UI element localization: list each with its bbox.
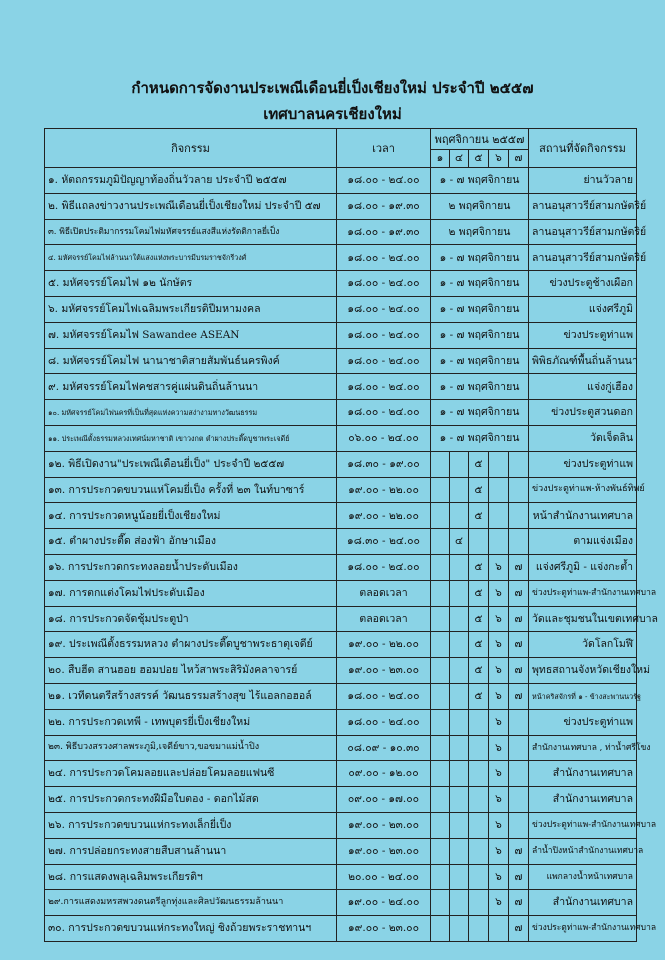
- day-cell: ๕: [469, 606, 489, 632]
- schedule-table: [44, 128, 658, 942]
- table-row: [45, 425, 637, 451]
- day-cell: [509, 761, 529, 787]
- day-cell: ๖: [489, 761, 509, 787]
- activity-cell: ๑๖. การประกวดกระทงลอยน้ำประดับเมือง: [45, 554, 337, 580]
- time-cell: ๑๘.๐๐ - ๒๔.๐๐: [337, 374, 431, 400]
- time-cell: ๑๘.๐๐ - ๑๙.๓๐: [337, 193, 431, 219]
- time-cell: ๑๙.๐๐ - ๒๓.๐๐: [337, 658, 431, 684]
- day-cell: [450, 735, 469, 761]
- venue-cell: ลานอนุสาวรีย์สามกษัตริย์: [529, 245, 637, 271]
- header-activity: กิจกรรม: [45, 129, 337, 168]
- table-row: [45, 245, 637, 271]
- day-cell: [431, 916, 450, 942]
- day-cell: [469, 761, 489, 787]
- activity-cell: ๑๙. ประเพณีตั้งธรรมหลวง ตำผางประตี๊ดบูชาพระธาตุเจดีย์: [45, 632, 337, 658]
- time-cell: ๑๘.๓๐ - ๒๔.๐๐: [337, 529, 431, 555]
- time-cell: ๑๘.๐๐ - ๒๔.๐๐: [337, 554, 431, 580]
- time-cell: ๑๙.๐๐ - ๒๓.๐๐: [337, 812, 431, 838]
- venue-cell: ลานอนุสาวรีย์สามกษัตริย์: [529, 219, 637, 245]
- venue-cell: ข่วงประตูสวนดอก: [529, 400, 637, 426]
- day-cell: [431, 709, 450, 735]
- day-cell: [509, 451, 529, 477]
- activity-cell: ๒๗. การปล่อยกระทงสายสืบสานล้านนา: [45, 838, 337, 864]
- activity-cell: ๒๐. สืบฮีต สานฮอย ฮอมปอย ไหว้สาพระสิริมังคลาจารย์: [45, 658, 337, 684]
- time-cell: ๑๘.๐๐ - ๒๔.๐๐: [337, 271, 431, 297]
- date-span-cell: ๑ - ๗ พฤศจิกายน: [431, 400, 529, 426]
- time-cell: ๑๘.๐๐ - ๒๔.๐๐: [337, 296, 431, 322]
- day-cell: ๖: [489, 606, 509, 632]
- table-row: [45, 890, 637, 916]
- day-cell: [469, 735, 489, 761]
- venue-cell: สำนักงานเทศบาล: [529, 787, 637, 813]
- table-row: [45, 554, 637, 580]
- activity-cell: ๖. มหัศจรรย์โคมไฟเฉลิมพระเกียรติปีมหามงคล: [45, 296, 337, 322]
- activity-cell: ๒๓. พิธีบวงสรวงศาลพระภูมิ,เจดีย์ขาว,ขอขมาแม่น้ำปิง: [45, 735, 337, 761]
- venue-cell: วัดเจ็ดลิน: [529, 425, 637, 451]
- day-cell: [431, 735, 450, 761]
- activity-cell: ๒๕. การประกวดกระทงฝีมือใบตอง - ดอกไม้สด: [45, 787, 337, 813]
- header-day-6: ๖: [489, 150, 509, 168]
- activity-cell: ๑๔. การประกวดหนูน้อยยี่เป็งเชียงใหม่: [45, 503, 337, 529]
- table-row: [45, 606, 637, 632]
- time-cell: ๑๙.๐๐ - ๒๒.๐๐: [337, 477, 431, 503]
- day-cell: ๖: [489, 838, 509, 864]
- activity-cell: ๑๑. ประเพณีตั้งธรรมหลวงเทศน์มหาชาติ เขาวงกต ตำผางประตี๊ดบูชาพระเจดีย์: [45, 425, 337, 451]
- time-cell: ตลอดเวลา: [337, 580, 431, 606]
- day-cell: [431, 503, 450, 529]
- day-cell: ๕: [469, 683, 489, 709]
- day-cell: [509, 503, 529, 529]
- time-cell: ๑๙.๐๐ - ๒๓.๐๐: [337, 838, 431, 864]
- day-cell: [450, 864, 469, 890]
- table-row: [45, 400, 637, 426]
- venue-cell: ข่วงประตูท่าแพ-สำนักงานเทศบาล: [529, 812, 637, 838]
- activity-cell: ๘. มหัศจรรย์โคมไฟ นานาชาติสายสัมพันธ์นครพิงค์: [45, 348, 337, 374]
- activity-cell: ๒๖. การประกวดขบวนแห่กระทงเล็กยี่เป็ง: [45, 812, 337, 838]
- date-span-cell: ๒ พฤศจิกายน: [431, 219, 529, 245]
- venue-cell: หน้าคริสจักรที่ ๑ - ข้างสะพานนวรัฐ: [529, 683, 637, 709]
- day-cell: [431, 580, 450, 606]
- day-cell: ๕: [469, 580, 489, 606]
- table-row: [45, 503, 637, 529]
- day-cell: [489, 529, 509, 555]
- day-cell: [469, 838, 489, 864]
- venue-cell: ย่านวัวลาย: [529, 168, 637, 194]
- table-row: [45, 632, 637, 658]
- venue-cell: ลานอนุสาวรีย์สามกษัตริย์: [529, 193, 637, 219]
- table-row: [45, 271, 637, 297]
- time-cell: ๑๘.๐๐ - ๒๔.๐๐: [337, 400, 431, 426]
- venue-cell: แพกลางน้ำหน้าเทศบาล: [529, 864, 637, 890]
- activity-cell: ๑๕. ตำผางประตี๊ด ส่องฟ้า อักษาเมือง: [45, 529, 337, 555]
- table-row: [45, 219, 637, 245]
- day-cell: [450, 658, 469, 684]
- day-cell: ๗: [509, 632, 529, 658]
- day-cell: [469, 529, 489, 555]
- venue-cell: ข่วงประตูท่าแพ-สำนักงานเทศบาล: [529, 916, 637, 942]
- date-span-cell: ๒ พฤศจิกายน: [431, 193, 529, 219]
- time-cell: ๒๐.๐๐ - ๒๔.๐๐: [337, 864, 431, 890]
- document-title: กำหนดการจัดงานประเพณีเดือนยี่เป็งเชียงใหม่ ประจำปี ๒๕๕๗: [131, 79, 534, 97]
- day-cell: [450, 451, 469, 477]
- venue-cell: แจ่งกู่เฮือง: [529, 374, 637, 400]
- day-cell: [431, 890, 450, 916]
- day-cell: [469, 864, 489, 890]
- activity-cell: ๑๐. มหัศจรรย์โคมไฟนครที่เป็นที่สุดแห่งความสง่างามทางวัฒนธรรม: [45, 400, 337, 426]
- day-cell: [450, 503, 469, 529]
- venue-cell: ข่วงประตูท่าแพ-สำนักงานเทศบาล: [529, 580, 637, 606]
- day-cell: ๕: [469, 477, 489, 503]
- day-cell: ๕: [469, 632, 489, 658]
- day-cell: [431, 658, 450, 684]
- day-cell: ๖: [489, 735, 509, 761]
- day-cell: [450, 787, 469, 813]
- date-span-cell: ๑ - ๗ พฤศจิกายน: [431, 348, 529, 374]
- day-cell: ๖: [489, 683, 509, 709]
- table-row: [45, 322, 637, 348]
- day-cell: ๖: [489, 864, 509, 890]
- day-cell: [469, 709, 489, 735]
- day-cell: [489, 451, 509, 477]
- activity-cell: ๒๙.การแสดงมหรสพวงดนตรีลูกทุ่งและศิลปวัฒนธรรมล้านนา: [45, 890, 337, 916]
- day-cell: ๕: [469, 451, 489, 477]
- table-row: [45, 709, 637, 735]
- day-cell: ๖: [489, 787, 509, 813]
- date-span-cell: ๑ - ๗ พฤศจิกายน: [431, 374, 529, 400]
- time-cell: ๐๖.๐๐ - ๒๔.๐๐: [337, 425, 431, 451]
- table-row: [45, 296, 637, 322]
- day-cell: [431, 477, 450, 503]
- day-cell: [469, 812, 489, 838]
- venue-cell: ลำน้ำปิงหน้าสำนักงานเทศบาล: [529, 838, 637, 864]
- day-cell: [431, 787, 450, 813]
- day-cell: ๗: [509, 554, 529, 580]
- day-cell: [431, 838, 450, 864]
- day-cell: [509, 787, 529, 813]
- day-cell: ๕: [469, 658, 489, 684]
- time-cell: ๑๘.๐๐ - ๑๙.๓๐: [337, 219, 431, 245]
- date-span-cell: ๑ - ๗ พฤศจิกายน: [431, 271, 529, 297]
- time-cell: ๑๘.๐๐ - ๒๔.๐๐: [337, 245, 431, 271]
- venue-cell: ข่วงประตูท่าแพ: [529, 322, 637, 348]
- venue-cell: ข่วงประตูท่าแพ: [529, 709, 637, 735]
- time-cell: ๑๙.๐๐ - ๒๓.๐๐: [337, 916, 431, 942]
- day-cell: [450, 709, 469, 735]
- day-cell: [431, 554, 450, 580]
- activity-cell: ๒๘. การแสดงพลุเฉลิมพระเกียรติฯ: [45, 864, 337, 890]
- day-cell: ๖: [489, 580, 509, 606]
- activity-cell: ๓๐. การประกวดขบวนแห่กระทงใหญ่ ชิงถ้วยพระราชทานฯ: [45, 916, 337, 942]
- day-cell: [431, 761, 450, 787]
- venue-cell: ข่วงประตูช้างเผือก: [529, 271, 637, 297]
- time-cell: ๑๘.๐๐ - ๒๔.๐๐: [337, 683, 431, 709]
- day-cell: [489, 503, 509, 529]
- day-cell: [450, 477, 469, 503]
- table-row: [45, 838, 637, 864]
- time-cell: ๐๘.๐๙ - ๑๐.๓๐: [337, 735, 431, 761]
- table-row: [45, 193, 637, 219]
- table-row: [45, 168, 637, 194]
- venue-cell: สำนักงานเทศบาล , ท่าน้ำศรีโขง: [529, 735, 637, 761]
- day-cell: [469, 787, 489, 813]
- time-cell: ๑๘.๐๐ - ๒๔.๐๐: [337, 168, 431, 194]
- activity-cell: ๙. มหัศจรรย์โคมไฟคชสารคู่แผ่นดินถิ่นล้านนา: [45, 374, 337, 400]
- day-cell: [450, 890, 469, 916]
- day-cell: ๖: [489, 632, 509, 658]
- day-cell: [431, 451, 450, 477]
- day-cell: [450, 606, 469, 632]
- time-cell: ๑๘.๐๐ - ๒๔.๐๐: [337, 322, 431, 348]
- time-cell: ๐๙.๐๐ - ๑๒.๐๐: [337, 761, 431, 787]
- venue-cell: สำนักงานเทศบาล: [529, 890, 637, 916]
- day-cell: ๕: [469, 554, 489, 580]
- date-span-cell: ๑ - ๗ พฤศจิกายน: [431, 296, 529, 322]
- day-cell: [431, 632, 450, 658]
- day-cell: [509, 812, 529, 838]
- venue-cell: พุทธสถานจังหวัดเชียงใหม่: [529, 658, 637, 684]
- time-cell: ๑๘.๓๐ - ๑๙.๐๐: [337, 451, 431, 477]
- day-cell: [450, 683, 469, 709]
- table-row: [45, 580, 637, 606]
- venue-cell: วัดโลกโมฬี: [529, 632, 637, 658]
- day-cell: ๗: [509, 890, 529, 916]
- table-row: [45, 451, 637, 477]
- day-cell: ๔: [450, 529, 469, 555]
- activity-cell: ๔. มหัศจรรย์โคมไฟล้านนาใต้แสงแห่งพระบารมีบรมราชจักรีวงศ์: [45, 245, 337, 271]
- day-cell: [450, 580, 469, 606]
- date-span-cell: ๑ - ๗ พฤศจิกายน: [431, 322, 529, 348]
- time-cell: ๑๘.๐๐ - ๒๔.๐๐: [337, 348, 431, 374]
- venue-cell: แจ่งศรีภูมิ: [529, 296, 637, 322]
- document-subtitle: เทศบาลนครเชียงใหม่: [263, 105, 402, 123]
- day-cell: ๗: [509, 916, 529, 942]
- activity-cell: ๑๓. การประกวดขบวนแห่โคมยี่เป็ง ครั้งที่ ๒๓ ในท์บาซาร์: [45, 477, 337, 503]
- date-span-cell: ๑ - ๗ พฤศจิกายน: [431, 168, 529, 194]
- day-cell: [431, 606, 450, 632]
- venue-cell: ข่วงประตูท่าแพ-ห้างพันธ์ทิพย์: [529, 477, 637, 503]
- venue-cell: สำนักงานเทศบาล: [529, 761, 637, 787]
- day-cell: [469, 890, 489, 916]
- day-cell: ๗: [509, 838, 529, 864]
- day-cell: ๗: [509, 658, 529, 684]
- day-cell: [431, 529, 450, 555]
- activity-cell: ๑๗. การตกแต่งโคมไฟประดับเมือง: [45, 580, 337, 606]
- table-row: [45, 477, 637, 503]
- header-day-1: ๑: [431, 150, 450, 168]
- table-row: [45, 916, 637, 942]
- table-row: [45, 812, 637, 838]
- table-row: [45, 683, 637, 709]
- activity-cell: ๕. มหัศจรรย์โคมไฟ ๑๒ นักษัตร: [45, 271, 337, 297]
- day-cell: [450, 838, 469, 864]
- day-cell: ๕: [469, 503, 489, 529]
- day-cell: ๗: [509, 864, 529, 890]
- day-cell: [450, 554, 469, 580]
- day-cell: [509, 529, 529, 555]
- table-row: [45, 529, 637, 555]
- day-cell: ๖: [489, 812, 509, 838]
- day-cell: [431, 812, 450, 838]
- venue-cell: วัดและชุมชนในเขตเทศบาล: [529, 606, 637, 632]
- day-cell: ๗: [509, 683, 529, 709]
- activity-cell: ๓. พิธีเปิดประติมากรรมโคมไฟมหัศจรรย์แสงสีแห่งรัตติกาลยี่เป็ง: [45, 219, 337, 245]
- day-cell: [431, 683, 450, 709]
- header-day-5: ๕: [469, 150, 489, 168]
- header-month: พฤศจิกายน ๒๕๕๗: [431, 129, 529, 150]
- day-cell: [450, 761, 469, 787]
- table-row: [45, 658, 637, 684]
- activity-cell: ๒๔. การประกวดโคมลอยและปล่อยโคมลอยแฟนซี: [45, 761, 337, 787]
- time-cell: ๐๙.๐๐ - ๑๗.๐๐: [337, 787, 431, 813]
- activity-cell: ๑๘. การประกวดจัดชุ้มประตูป่า: [45, 606, 337, 632]
- table-row: [45, 761, 637, 787]
- venue-cell: ข่วงประตูท่าแพ: [529, 451, 637, 477]
- day-cell: [450, 812, 469, 838]
- activity-cell: ๑๒. พิธีเปิดงาน"ประเพณีเดือนยี่เป็ง" ประจำปี ๒๕๕๗: [45, 451, 337, 477]
- venue-cell: พิพิธภัณฑ์พื้นถิ่นล้านนา: [529, 348, 637, 374]
- activity-cell: ๗. มหัศจรรย์โคมไฟ Sawandee ASEAN: [45, 322, 337, 348]
- header-day-4: ๔: [450, 150, 469, 168]
- schedule-rows: [45, 168, 658, 942]
- table-row: [45, 864, 637, 890]
- venue-cell: ตามแจ่งเมือง: [529, 529, 637, 555]
- activity-cell: ๑. หัตถกรรมภูมิปัญญาท้องถิ่นวัวลาย ประจำปี ๒๕๕๗: [45, 168, 337, 194]
- day-cell: [431, 864, 450, 890]
- venue-cell: หน้าสำนักงานเทศบาล: [529, 503, 637, 529]
- table-row: [45, 348, 637, 374]
- day-cell: [489, 477, 509, 503]
- time-cell: ๑๙.๐๐ - ๒๒.๐๐: [337, 503, 431, 529]
- activity-cell: ๒. พิธีแถลงข่าวงานประเพณีเดือนยี่เป็งเชียงใหม่ ประจำปี ๕๗: [45, 193, 337, 219]
- header-time: เวลา: [337, 129, 431, 168]
- day-cell: [450, 632, 469, 658]
- table-row: [45, 735, 637, 761]
- table-row: [45, 374, 637, 400]
- header-day-7: ๗: [509, 150, 529, 168]
- day-cell: ๖: [489, 709, 509, 735]
- day-cell: [469, 916, 489, 942]
- table-row: [45, 787, 637, 813]
- time-cell: ๑๘.๐๐ - ๒๔.๐๐: [337, 709, 431, 735]
- activity-cell: ๒๒. การประกวดเทพี - เทพบุตรยี่เป็งเชียงใหม่: [45, 709, 337, 735]
- day-cell: [509, 477, 529, 503]
- day-cell: ๖: [489, 890, 509, 916]
- header-venue: สถานที่จัดกิจกรรม: [529, 129, 637, 168]
- day-cell: [489, 916, 509, 942]
- activity-cell: ๒๑. เวทีดนตรีสร้างสรรค์ วัฒนธรรมสร้างสุข ไร้แอลกอฮอล์: [45, 683, 337, 709]
- day-cell: [509, 735, 529, 761]
- time-cell: ๑๙.๐๐ - ๒๔.๐๐: [337, 890, 431, 916]
- day-cell: [450, 916, 469, 942]
- day-cell: ๖: [489, 658, 509, 684]
- time-cell: ตลอดเวลา: [337, 606, 431, 632]
- date-span-cell: ๑ - ๗ พฤศจิกายน: [431, 245, 529, 271]
- day-cell: ๗: [509, 606, 529, 632]
- time-cell: ๑๙.๐๐ - ๒๒.๐๐: [337, 632, 431, 658]
- day-cell: ๗: [509, 580, 529, 606]
- day-cell: [509, 709, 529, 735]
- venue-cell: แจ่งศรีภูมิ - แจ่งกะต้ำ: [529, 554, 637, 580]
- date-span-cell: ๑ - ๗ พฤศจิกายน: [431, 425, 529, 451]
- day-cell: ๖: [489, 554, 509, 580]
